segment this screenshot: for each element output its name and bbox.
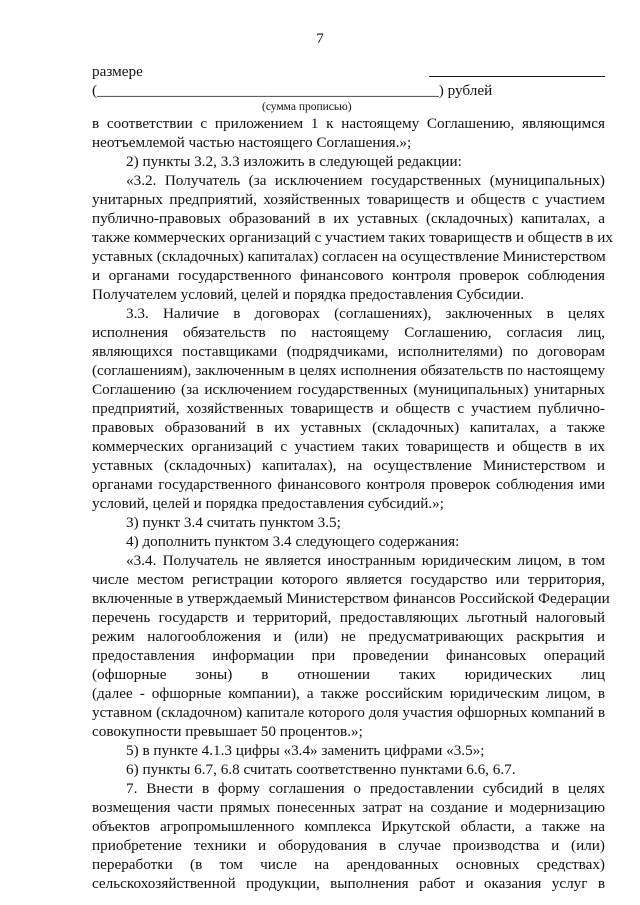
text-line: 3.3. Наличие в договорах (соглашениях), заключенных в целях	[126, 305, 605, 322]
text-line: режим налогообложения и (или) не предусматривающих раскрытия и	[92, 628, 605, 645]
document-body	[92, 62, 613, 893]
text-line: публично-правовых образований в их уставных (складочных) капиталах, а	[92, 210, 605, 227]
text-line: неотъемлемой частью настоящего Соглашения.»;	[92, 134, 412, 151]
text-line: возмещения части прямых понесенных затрат на создание и модернизацию	[92, 799, 605, 816]
text-line: (офшорные зоны) в отношении таких юридических лиц	[92, 666, 605, 683]
text-line: 6) пункты 6.7, 6.8 считать соответственно пунктами 6.6, 6.7.	[126, 761, 516, 778]
text-line: числе местом регистрации которого является государство или территория,	[92, 571, 605, 588]
text-line: 7. Внести в форму соглашения о предоставлении субсидий в целях	[126, 780, 605, 797]
text-line: являющихся поставщиками (подрядчиками, исполнителями) по договорам	[92, 343, 605, 360]
text-line: перечень государств и территорий, предоставляющих льготный налоговый	[92, 609, 605, 626]
text-line: переработки (в том числе на арендованных основных средствах)	[92, 856, 605, 873]
text-line: предоставления информации при проведении финансовых операций	[92, 647, 605, 664]
text-line: сельскохозяйственной продукции, выполнения работ и оказания услуг в	[92, 875, 605, 892]
text-line: 2) пункты 3.2, 3.3 изложить в следующей редакции:	[126, 153, 462, 170]
text-line: унитарных предприятий, хозяйственных товариществ и обществ с участием	[92, 191, 605, 208]
text-line: приобретение техники и оборудования в случае производства и (или)	[92, 837, 605, 854]
amount-caption: (сумма прописью)	[262, 101, 352, 113]
header-line-2: (_____________________________________________) рублей	[92, 82, 493, 99]
text-line: объектов агропромышленного комплекса Иркутской области, а также на	[92, 818, 605, 835]
text-line: уставных (складочных) капиталах), на осуществление Министерством и	[92, 457, 605, 474]
page-number: 7	[316, 31, 324, 47]
text-line: правовых образований в их уставных (складочных) капиталах, а также	[92, 419, 605, 436]
text-line: также коммерческих организаций с участием таких товариществ и обществ в их	[92, 229, 613, 246]
text-line: Соглашению (за исключением государственных (муниципальных) унитарных	[92, 381, 605, 398]
text-line: уставном (складочном) капитале которого доля участия офшорных компаний в	[92, 704, 605, 721]
text-line: предприятий, хозяйственных товариществ и обществ с участием публично-	[92, 400, 605, 417]
text-line: в соответствии с приложением 1 к настоящему Соглашению, являющимся	[92, 115, 605, 132]
header-word: размере	[92, 63, 143, 80]
text-line: (соглашениям), заключенным в целях исполнения обязательств по настоящему	[92, 362, 605, 379]
amount-blank-line	[429, 76, 605, 77]
text-line: (далее - офшорные компании), а также российским юридическим лицом, в	[92, 685, 605, 702]
text-line: Получателем условий, целей и порядка предоставления Субсидии.	[92, 286, 525, 303]
text-line: совокупности превышает 50 процентов.»;	[92, 723, 363, 740]
text-line: уставных (складочных) капиталах) согласен на осуществление Министерством	[92, 248, 606, 265]
text-line: 5) в пункте 4.1.3 цифры «3.4» заменить цифрами «3.5»;	[126, 742, 485, 759]
text-line: условий, целей и порядка предоставления субсидий.»;	[92, 495, 444, 512]
header-line-1	[92, 62, 605, 81]
text-line: 3) пункт 3.4 считать пунктом 3.5;	[126, 514, 341, 531]
text-line: и органами государственного финансового контроля проверок соблюдения	[92, 267, 605, 284]
text-line: коммерческих организаций с участием таких товариществ и обществ в их	[92, 438, 605, 455]
text-line: «3.4. Получатель не является иностранным юридическим лицом, в том	[126, 552, 605, 569]
text-line: включенные в утверждаемый Министерством финансов Российской Федерации	[92, 590, 610, 607]
text-line: исполнения обязательств по настоящему Соглашению, согласия лиц,	[92, 324, 605, 341]
text-line: «3.2. Получатель (за исключением государственных (муниципальных)	[126, 172, 605, 189]
text-line: органами государственного финансового контроля проверок соблюдения ими	[92, 476, 605, 493]
text-line: 4) дополнить пунктом 3.4 следующего содержания:	[126, 533, 460, 550]
